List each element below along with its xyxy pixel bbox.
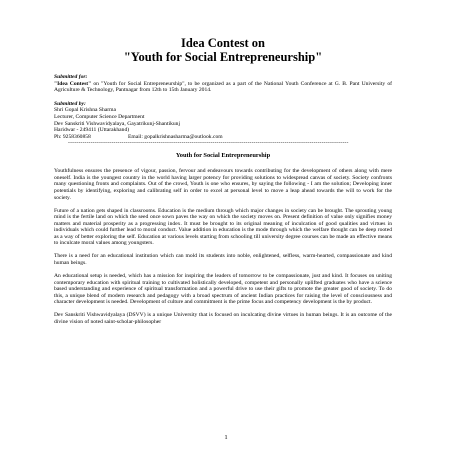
- body-paragraph-2: Future of a nation gets shaped in classrooms. Education is the medium through which major changes in society can be brought. The sprouting young mind is the fertile land on which the seed once sown paves the way on which the society moves on. Present definition of value only signifies money matters and material prosperity as a progressing index. It must be brought to its original meaning of inculcation of good qualities and virtues in individuals which could further lead to moral conduct. Value addition in education is the mode through which the welfare thought can be deep rooted as a way of better exploring the self. Education at various levels starting from schooling till university degree courses can be made an effective means to inculcate moral values among youngsters.: [54, 207, 392, 247]
- author-designation: Lecturer, Computer Science Department: [54, 113, 145, 120]
- document-title-line-2: "Youth for Social Entrepreneurship": [123, 50, 323, 64]
- idea-contest-bold: "Idea Contest": [54, 80, 92, 87]
- author-address: Haridwar - 249411 (Uttarakhand): [54, 127, 130, 134]
- document-title-line-1: Idea Contest on: [180, 36, 266, 50]
- author-institution: Dev Sanskriti Vishwavidyalaya, Gayatrikunj-Shantikunj: [54, 120, 181, 127]
- body-paragraph-1: Youthfulness ensures the presence of vigour, passion, fervour and endeavours towards contributing for the development of others along with mere oneself. India is the youngest country in the world having larger potency for providing solutions to widespread canvas of society. Society confronts many questioning fronts and complaints. Out of the crowd, Youth is one who ensures, by saying the following - I am the solution; Developing inner potentials by identifying, exploring and calibrating self in order to excel at personal level to move a leap ahead towards the will to work for the society.: [54, 168, 392, 201]
- body-paragraph-4: An educational setup is needed, which has a mission for inspiring the leaders of tomorrow to be compassionate, just and kind. It focuses on uniting contemporary education with spiritual training to cultivated holistically developed, competent and personally uplifted graduates who have a science based understanding and experience of spiritual transformation and a powerful drive to use their gifts to promote the greater good of society. To do this, a unique blend of modern research and pedagogy with a broad spectrum of ancient Indian practices for raising the level of consciousness and character development is needed. Development of culture and commitment is the prime focus and competency development is the by product.: [54, 272, 392, 306]
- page-number: 1: [224, 434, 228, 441]
- author-email: Email: gopalkrishnasharma@outlook.com: [128, 133, 223, 140]
- section-divider: ----------------------------------------------------------------------------------------------------------------------------------------: [68, 140, 349, 147]
- section-heading: Youth for Social Entrepreneurship: [175, 152, 271, 160]
- body-paragraph-3: There is a need for an educational institution which can mold its students into noble, enlightened, selfless, warm-hearted, compassionate and kind human beings.: [54, 253, 392, 266]
- submitted-for-body: on "Youth for Social Entrepreneurship", to be organized as a part of the National Youth Conference at G. B. Pant University of Agriculture & Technology, Pantnagar from 12th to 15th January 2014.: [54, 80, 392, 94]
- submitted-by-label: Submitted by:: [54, 100, 86, 107]
- submitted-by-block: [54, 107, 392, 140]
- author-contact: [54, 134, 392, 141]
- author-name: Shri Gopal Krishna Sharma: [54, 107, 116, 114]
- submitted-for-label: Submitted for:: [54, 74, 88, 80]
- submitted-for-text: [54, 81, 392, 94]
- author-phone: Ph: 9258360858: [54, 133, 91, 140]
- body-paragraph-5: Dev Sanskriti Vishwavidyalaya (DSVV) is a unique University that is focused on inculcating divine virtues in human beings. It is an outcome of the divine vision of noted saint-scholar-philosopher: [54, 312, 392, 325]
